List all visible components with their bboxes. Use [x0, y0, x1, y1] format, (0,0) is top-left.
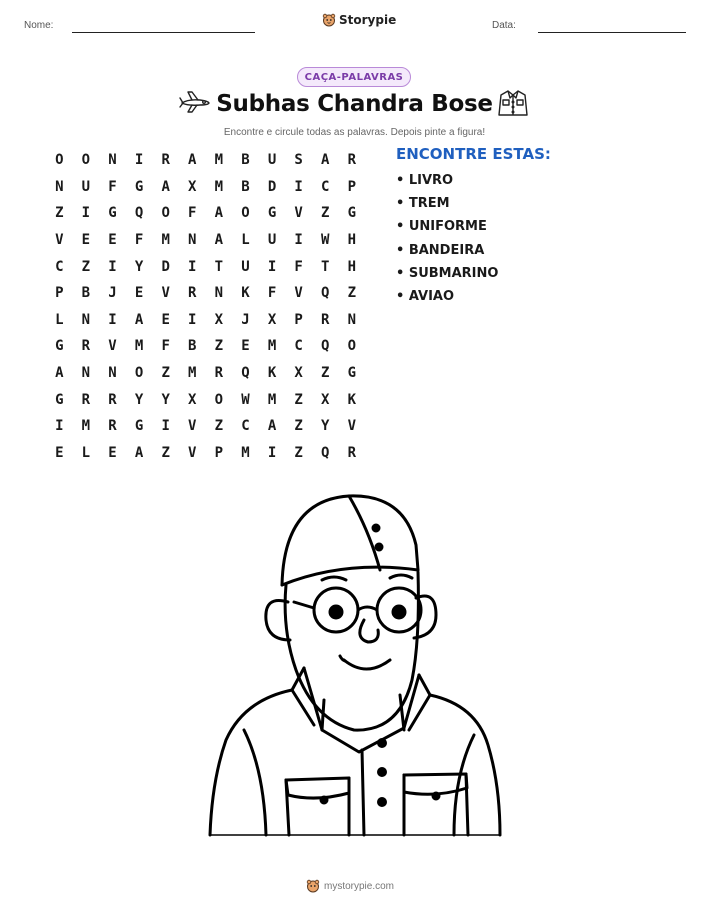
grid-cell[interactable]: Q — [241, 365, 250, 382]
grid-cell[interactable]: Z — [214, 338, 224, 355]
grid-cell[interactable]: C — [55, 258, 64, 275]
grid-cell[interactable]: G — [55, 391, 64, 408]
grid-cell[interactable]: N — [188, 232, 197, 249]
grid-cell[interactable]: N — [55, 178, 64, 195]
grid-cell[interactable]: A — [55, 365, 64, 382]
category-badge: CAÇA-PALAVRAS — [297, 67, 411, 87]
grid-cell[interactable]: V — [188, 444, 197, 461]
grid-cell[interactable]: B — [188, 338, 197, 355]
storypie-mascot-icon — [322, 13, 336, 27]
grid-cell[interactable]: O — [134, 365, 144, 382]
word-list-item: • AVIAO — [396, 288, 455, 304]
grid-cell[interactable]: M — [214, 152, 224, 169]
grid-cell[interactable]: V — [55, 232, 64, 249]
grid-cell[interactable]: L — [55, 311, 64, 328]
grid-cell[interactable]: O — [241, 205, 250, 222]
grid-cell[interactable]: K — [267, 365, 277, 382]
grid-cell[interactable]: R — [321, 311, 330, 328]
grid-cell[interactable]: U — [267, 232, 277, 249]
grid-cell[interactable]: R — [214, 365, 224, 382]
brand-name: Storypie — [339, 13, 397, 27]
grid-cell[interactable]: F — [161, 338, 170, 355]
storypie-mascot-icon — [306, 879, 320, 893]
grid-cell[interactable]: O — [347, 338, 357, 355]
grid-cell[interactable]: G — [347, 365, 357, 382]
word-list-item: • SUBMARINO — [396, 265, 499, 281]
grid-cell[interactable]: T — [214, 258, 224, 275]
grid-cell[interactable]: M — [81, 418, 91, 435]
grid-cell[interactable]: A — [214, 232, 224, 249]
grid-cell[interactable]: N — [108, 365, 117, 382]
grid-cell[interactable]: W — [241, 391, 250, 408]
subhas-chandra-bose-coloring-figure[interactable] — [204, 490, 504, 840]
grid-cell[interactable]: M — [188, 365, 197, 382]
grid-cell[interactable]: Z — [55, 205, 64, 222]
footer — [306, 879, 394, 893]
grid-cell[interactable]: E — [55, 444, 64, 461]
grid-cell[interactable]: E — [241, 338, 250, 355]
grid-cell[interactable]: B — [81, 285, 91, 302]
page-title: Subhas Chandra Bose — [216, 91, 493, 117]
grid-cell[interactable]: G — [267, 205, 277, 222]
grid-cell[interactable]: A — [267, 418, 277, 435]
grid-cell[interactable]: A — [134, 311, 144, 328]
grid-cell[interactable]: I — [188, 258, 197, 275]
grid-cell[interactable]: X — [321, 391, 330, 408]
grid-cell[interactable]: N — [108, 152, 117, 169]
word-search-grid[interactable] — [46, 147, 365, 466]
grid-cell[interactable]: R — [81, 338, 91, 355]
grid-cell[interactable]: E — [161, 311, 170, 328]
word-list-item: • LIVRO — [396, 173, 454, 188]
grid-cell[interactable]: T — [321, 258, 330, 275]
grid-cell[interactable]: V — [188, 418, 197, 435]
date-field-line[interactable] — [538, 32, 686, 33]
grid-cell[interactable]: F — [134, 232, 144, 249]
grid-cell[interactable]: L — [81, 444, 91, 461]
grid-cell[interactable]: I — [108, 311, 117, 328]
grid-cell[interactable]: V — [294, 205, 303, 222]
grid-cell[interactable]: K — [241, 285, 250, 302]
grid-cell[interactable]: I — [161, 418, 170, 435]
uniform-jacket-icon — [497, 88, 529, 118]
grid-cell[interactable]: A — [214, 205, 224, 222]
grid-cell[interactable]: Y — [161, 391, 170, 408]
grid-cell[interactable]: V — [161, 285, 170, 302]
grid-cell[interactable]: Z — [161, 365, 170, 382]
grid-cell[interactable]: K — [347, 391, 357, 408]
grid-cell[interactable]: N — [81, 365, 91, 382]
word-list-item: • UNIFORME — [396, 219, 487, 235]
grid-cell[interactable]: Y — [134, 391, 144, 408]
grid-cell[interactable]: Q — [321, 285, 330, 302]
grid-cell[interactable]: Z — [81, 258, 91, 275]
grid-cell[interactable]: Z — [214, 418, 224, 435]
grid-cell[interactable]: X — [188, 391, 197, 408]
grid-cell[interactable]: U — [241, 258, 250, 275]
grid-cell[interactable]: A — [321, 152, 330, 169]
grid-cell[interactable]: X — [294, 365, 303, 382]
grid-cell[interactable]: U — [267, 152, 277, 169]
brand-logo — [322, 13, 396, 27]
word-list-item: • BANDEIRA — [396, 242, 485, 258]
grid-cell[interactable]: B — [241, 178, 250, 195]
grid-cell[interactable]: L — [241, 232, 250, 249]
grid-cell[interactable]: G — [108, 205, 117, 222]
grid-cell[interactable]: M — [267, 338, 277, 355]
grid-cell[interactable]: M — [161, 232, 170, 249]
grid-cell[interactable]: X — [214, 311, 224, 328]
grid-cell[interactable]: I — [108, 258, 117, 275]
grid-cell[interactable]: M — [134, 338, 144, 355]
grid-cell[interactable]: Q — [321, 338, 330, 355]
grid-cell[interactable]: G — [134, 178, 144, 195]
grid-cell[interactable]: Z — [294, 444, 303, 461]
grid-cell[interactable]: A — [161, 178, 170, 195]
grid-cell[interactable]: Z — [347, 285, 357, 302]
grid-cell[interactable]: A — [188, 152, 197, 169]
grid-cell[interactable]: R — [347, 152, 357, 169]
grid-cell[interactable]: C — [321, 178, 330, 195]
grid-cell[interactable]: W — [321, 232, 330, 249]
grid-cell[interactable]: I — [267, 258, 277, 275]
grid-cell[interactable]: I — [81, 205, 91, 222]
footer-site[interactable]: mystorypie.com — [324, 880, 395, 892]
word-list — [396, 171, 498, 310]
grid-cell[interactable]: M — [267, 391, 277, 408]
grid-cell[interactable]: X — [267, 311, 277, 328]
grid-cell[interactable]: I — [55, 418, 64, 435]
grid-cell[interactable]: Z — [294, 391, 303, 408]
grid-cell[interactable]: E — [134, 285, 144, 302]
grid-cell[interactable]: I — [188, 311, 197, 328]
name-label: Nome: — [24, 20, 54, 31]
grid-cell[interactable]: V — [294, 285, 303, 302]
grid-cell[interactable]: Z — [161, 444, 170, 461]
grid-cell[interactable]: P — [347, 178, 357, 195]
grid-cell[interactable]: P — [55, 285, 64, 302]
grid-cell[interactable]: J — [241, 311, 250, 328]
grid-cell[interactable]: V — [108, 338, 117, 355]
grid-cell[interactable]: R — [188, 285, 197, 302]
word-list-item: • TREM — [396, 196, 450, 212]
grid-cell[interactable]: O — [81, 152, 91, 169]
grid-cell[interactable]: E — [108, 444, 117, 461]
grid-cell[interactable]: F — [267, 285, 277, 302]
grid-cell[interactable]: C — [294, 338, 303, 355]
grid-cell[interactable]: Q — [321, 444, 330, 461]
grid-cell[interactable]: N — [81, 311, 91, 328]
grid-cell[interactable]: X — [188, 178, 197, 195]
grid-cell[interactable]: G — [134, 418, 144, 435]
grid-cell[interactable]: I — [294, 178, 303, 195]
grid-cell[interactable]: I — [294, 232, 303, 249]
instructions: Encontre e circule todas as palavras. Depois pinte a figura! — [223, 127, 486, 138]
grid-cell[interactable]: Z — [321, 205, 330, 222]
grid-cell[interactable]: R — [108, 418, 117, 435]
grid-cell[interactable]: U — [81, 178, 91, 195]
grid-cell[interactable]: R — [108, 391, 117, 408]
grid-cell[interactable]: R — [347, 444, 357, 461]
grid-cell[interactable]: M — [214, 178, 224, 195]
grid-cell[interactable]: I — [134, 152, 144, 169]
date-label: Data: — [492, 20, 516, 31]
grid-cell[interactable]: G — [55, 338, 64, 355]
grid-cell[interactable]: R — [161, 152, 170, 169]
grid-cell[interactable]: E — [108, 232, 117, 249]
grid-cell[interactable]: F — [108, 178, 117, 195]
grid-cell[interactable]: H — [347, 232, 357, 249]
grid-cell[interactable]: M — [241, 444, 250, 461]
name-field-line[interactable] — [72, 32, 255, 33]
grid-cell[interactable]: Z — [294, 418, 303, 435]
grid-cell[interactable]: D — [161, 258, 170, 275]
grid-cell[interactable]: D — [267, 178, 277, 195]
grid-cell[interactable]: H — [347, 258, 357, 275]
grid-cell[interactable]: J — [108, 285, 117, 302]
grid-cell[interactable]: Z — [321, 365, 330, 382]
grid-cell[interactable]: Y — [321, 418, 330, 435]
word-list-heading: ENCONTRE ESTAS: — [396, 145, 551, 163]
grid-cell[interactable]: O — [214, 391, 224, 408]
grid-cell[interactable]: S — [294, 152, 303, 169]
grid-cell[interactable]: B — [241, 152, 250, 169]
grid-cell[interactable]: N — [347, 311, 357, 328]
grid-cell[interactable]: F — [188, 205, 197, 222]
grid-cell[interactable]: P — [294, 311, 303, 328]
grid-cell[interactable]: P — [214, 444, 224, 461]
grid-cell[interactable]: F — [294, 258, 303, 275]
grid-cell[interactable]: G — [347, 205, 357, 222]
grid-cell[interactable]: N — [214, 285, 224, 302]
grid-cell[interactable]: Q — [134, 205, 144, 222]
grid-cell[interactable]: O — [161, 205, 170, 222]
grid-cell[interactable]: Y — [134, 258, 144, 275]
grid-cell[interactable]: I — [267, 444, 277, 461]
grid-cell[interactable]: V — [347, 418, 357, 435]
grid-cell[interactable]: C — [241, 418, 250, 435]
grid-cell[interactable]: R — [81, 391, 91, 408]
grid-cell[interactable]: O — [55, 152, 64, 169]
grid-cell[interactable]: A — [134, 444, 144, 461]
grid-cell[interactable]: E — [81, 232, 91, 249]
